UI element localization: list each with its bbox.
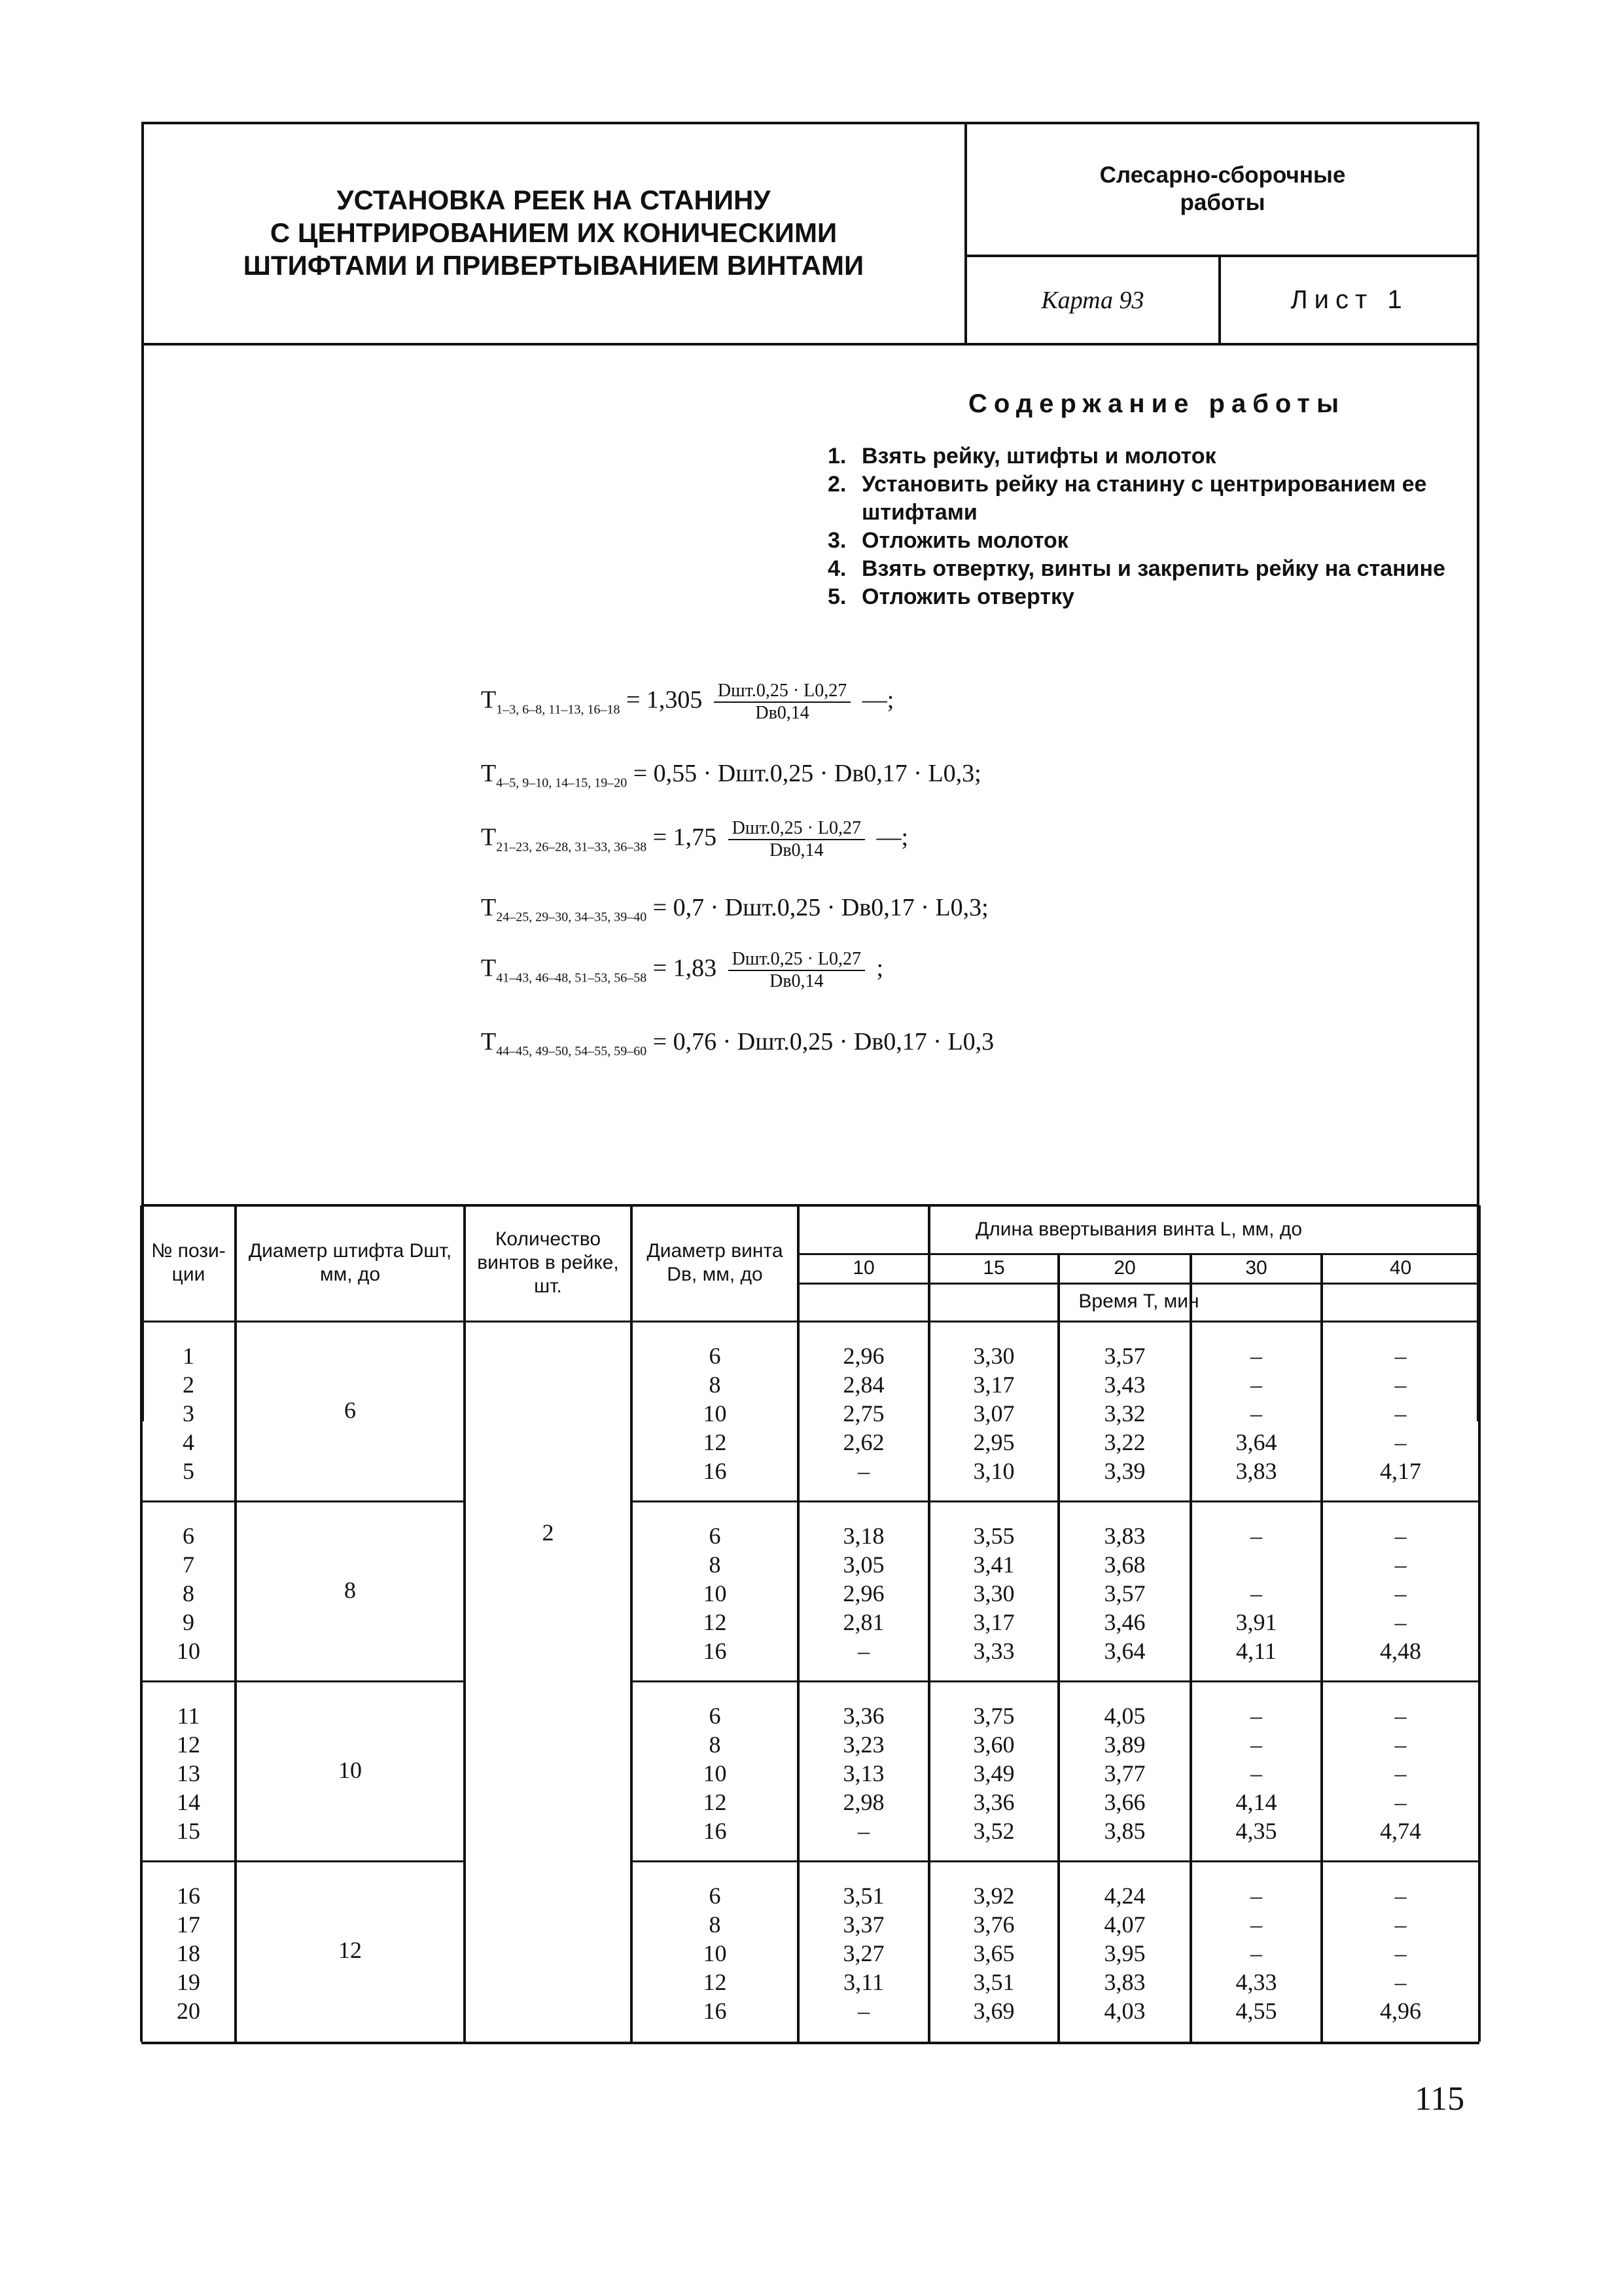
header-position: № пози- ции: [151, 1240, 226, 1285]
position-cell: 20: [177, 1998, 200, 2024]
formula-2: [481, 759, 981, 791]
work-category: [966, 122, 1479, 256]
fraction-denominator: Dв0,14: [769, 971, 824, 991]
header-pin-diameter: Диаметр штифта Dшт, мм, до: [248, 1240, 452, 1285]
time-value-cell: 3,41: [973, 1552, 1015, 1578]
step-item: [828, 470, 1456, 527]
position-cell: 11: [177, 1703, 200, 1729]
title-line: УСТАНОВКА РЕЕК НА СТАНИНУ: [336, 185, 771, 215]
time-value-cell: –: [1394, 1429, 1407, 1455]
time-value-cell: 3,83: [1104, 1969, 1146, 1995]
formula-1: [481, 681, 894, 724]
title-line: С ЦЕНТРИРОВАНИЕМ ИХ КОНИЧЕСКИМИ: [270, 217, 838, 248]
time-value-cell: –: [1250, 1580, 1262, 1606]
formula-subscript: 44–45, 49–50, 54–55, 59–60: [496, 1044, 647, 1059]
time-value-cell: 4,33: [1235, 1969, 1277, 1995]
document-title: [141, 122, 966, 344]
step-number: 4.: [828, 556, 847, 581]
time-value-cell: –: [1394, 1703, 1407, 1729]
formula-6: [481, 1027, 994, 1059]
time-value-cell: 3,64: [1235, 1429, 1277, 1455]
time-value-cell: 3,89: [1104, 1731, 1146, 1758]
formula-tail: —;: [870, 823, 909, 851]
position-cell: 2: [183, 1372, 194, 1398]
time-value-cell: 3,75: [973, 1703, 1015, 1729]
formula-fraction: [728, 949, 865, 992]
screw-diameter-cell: 8: [709, 1731, 721, 1758]
group-separator: [236, 1860, 465, 1862]
time-value-cell: –: [1394, 1343, 1407, 1369]
time-value-cell: 3,13: [843, 1760, 885, 1786]
category-line: Слесарно-сборочные: [1099, 162, 1346, 188]
time-value-cell: 4,03: [1104, 1998, 1146, 2024]
time-value-cell: 2,96: [843, 1343, 885, 1369]
pin-diameter-cell: 6: [344, 1396, 356, 1423]
time-value-cell: –: [1250, 1400, 1262, 1427]
time-value-cell: –: [1394, 1911, 1407, 1938]
formula-subscript: 4–5, 9–10, 14–15, 19–20: [496, 775, 627, 790]
time-value-cell: –: [1394, 1883, 1407, 1909]
position-cell: 6: [183, 1523, 194, 1549]
content-title: Содержание работы: [968, 389, 1346, 418]
formula-expression: = 0,7 · Dшт.0,25 · Dв0,17 · L0,3;: [652, 894, 989, 921]
formula-subscript: 24–25, 29–30, 34–35, 39–40: [496, 910, 647, 925]
position-cell: 9: [183, 1609, 194, 1635]
step-text: Взять рейку, штифты и молоток: [862, 444, 1216, 469]
screw-diameter-cell: 6: [709, 1883, 721, 1909]
pin-diameter-cell: 8: [344, 1576, 356, 1603]
screw-diameter-cell: 12: [703, 1969, 727, 1995]
time-value-cell: 3,77: [1104, 1760, 1146, 1786]
time-value-cell: –: [1394, 1580, 1407, 1606]
time-value-cell: 4,24: [1104, 1883, 1146, 1909]
formula-expression: = 0,55 · Dшт.0,25 · Dв0,17 · L0,3;: [633, 760, 981, 787]
screw-diameter-cell: 16: [703, 1458, 727, 1484]
time-value-cell: –: [1250, 1372, 1262, 1398]
time-value-cell: –: [1250, 1883, 1262, 1909]
time-value-cell: 3,51: [843, 1883, 885, 1909]
time-value-cell: 3,30: [973, 1343, 1015, 1369]
time-value-cell: 3,69: [973, 1998, 1015, 2024]
screw-diameter-cell: 12: [703, 1429, 727, 1455]
step-text: Отложить молоток: [862, 528, 1068, 553]
screw-diameter-cell: 12: [703, 1789, 727, 1815]
step-item: [828, 442, 1456, 470]
step-number: 3.: [828, 528, 847, 553]
time-value-cell: 3,18: [843, 1523, 885, 1549]
step-number: 2.: [828, 472, 847, 497]
group-separator: [631, 1860, 1479, 1862]
time-value-cell: [1191, 1550, 1322, 1579]
position-cell: 8: [183, 1580, 194, 1606]
header-length-value: 15: [983, 1256, 1005, 1279]
time-value-cell: –: [1394, 1609, 1407, 1635]
time-value-cell: 3,64: [1104, 1638, 1146, 1664]
fraction-numerator: Dшт.0,25 · L0,27: [714, 681, 851, 703]
formula-coefficient: = 1,83: [652, 954, 717, 982]
group-separator: [631, 1680, 1479, 1682]
time-value-cell: 4,05: [1104, 1703, 1146, 1729]
time-value-cell: 3,10: [973, 1458, 1015, 1484]
screw-diameter-cell: 10: [703, 1580, 727, 1606]
pin-diameter-cell: 12: [338, 1936, 362, 1963]
time-value-cell: 2,62: [843, 1429, 885, 1455]
time-value-cell: 3,27: [843, 1940, 885, 1966]
screw-diameter-cell: 12: [703, 1609, 727, 1635]
work-steps: [828, 442, 1456, 611]
formula-expression: = 0,76 · Dшт.0,25 · Dв0,17 · L0,3: [652, 1028, 995, 1056]
time-value-cell: –: [858, 1818, 870, 1844]
header-length-value: 40: [1389, 1256, 1412, 1279]
formula-lhs: T: [481, 686, 497, 714]
time-value-cell: 4,14: [1235, 1789, 1277, 1815]
time-value-cell: 3,49: [973, 1760, 1015, 1786]
formula-coefficient: = 1,75: [652, 823, 717, 851]
screw-diameter-cell: 10: [703, 1760, 727, 1786]
formula-lhs: T: [481, 823, 497, 851]
formula-fraction: [728, 818, 865, 861]
screw-diameter-cell: 6: [709, 1343, 721, 1369]
time-value-cell: 3,95: [1104, 1940, 1146, 1966]
time-value-cell: 3,30: [973, 1580, 1015, 1606]
position-cell: 1: [183, 1343, 194, 1369]
time-value-cell: 4,96: [1380, 1998, 1421, 2024]
time-value-cell: 3,68: [1104, 1552, 1146, 1578]
time-value-cell: –: [858, 1638, 870, 1664]
formula-subscript: 1–3, 6–8, 11–13, 16–18: [496, 702, 620, 717]
fraction-denominator: Dв0,14: [755, 703, 809, 723]
formula-subscript: 21–23, 26–28, 31–33, 36–38: [496, 840, 647, 855]
time-value-cell: 3,55: [973, 1523, 1015, 1549]
header-length-group: Длина ввертывания винта L, мм, до: [975, 1218, 1303, 1240]
time-value-cell: 2,95: [973, 1429, 1015, 1455]
time-value-cell: –: [1394, 1372, 1407, 1398]
screw-diameter-cell: 16: [703, 1998, 727, 2024]
formula-4: [481, 893, 989, 925]
formula-5: [481, 949, 883, 992]
time-value-cell: 3,37: [843, 1911, 885, 1938]
time-value-cell: 3,92: [973, 1883, 1015, 1909]
formula-lhs: T: [481, 1028, 497, 1056]
time-value-cell: –: [1394, 1969, 1407, 1995]
time-value-cell: –: [1250, 1940, 1262, 1966]
time-value-cell: 3,46: [1104, 1609, 1146, 1635]
formula-lhs: T: [481, 894, 497, 921]
time-value-cell: 3,36: [843, 1703, 885, 1729]
time-value-cell: 3,17: [973, 1609, 1015, 1635]
time-value-cell: 3,11: [843, 1969, 884, 1995]
time-value-cell: 3,76: [973, 1911, 1015, 1938]
time-value-cell: 4,17: [1380, 1458, 1421, 1484]
time-value-cell: 3,36: [973, 1789, 1015, 1815]
time-value-cell: –: [1250, 1760, 1262, 1786]
time-value-cell: 3,51: [973, 1969, 1015, 1995]
screw-diameter-cell: 16: [703, 1638, 727, 1664]
position-cell: 12: [177, 1731, 200, 1758]
screw-diameter-cell: 8: [709, 1911, 721, 1938]
fraction-numerator: Dшт.0,25 · L0,27: [728, 818, 865, 840]
formula-lhs: T: [481, 954, 497, 982]
title-line: ШТИФТАМИ И ПРИВЕРТЫВАНИЕМ ВИНТАМИ: [243, 250, 864, 281]
position-cell: 15: [177, 1818, 200, 1844]
time-value-cell: –: [1250, 1343, 1262, 1369]
step-item: [828, 527, 1456, 555]
time-value-cell: 3,43: [1104, 1372, 1146, 1398]
position-cell: 16: [177, 1883, 200, 1909]
position-cell: 4: [183, 1429, 194, 1455]
time-value-cell: 3,57: [1104, 1343, 1146, 1369]
group-separator: [631, 1500, 1479, 1502]
step-text: Отложить отвертку: [862, 584, 1074, 609]
time-value-cell: 2,96: [843, 1580, 885, 1606]
time-value-cell: 3,85: [1104, 1818, 1146, 1844]
group-separator: [236, 1500, 465, 1502]
formula-3: [481, 818, 908, 861]
time-value-cell: –: [1250, 1731, 1262, 1758]
category-line: работы: [1180, 189, 1265, 215]
formula-fraction: [714, 681, 851, 724]
screw-count-cell: 2: [542, 1519, 554, 1546]
time-value-cell: 3,23: [843, 1731, 885, 1758]
time-value-cell: 2,98: [843, 1789, 885, 1815]
time-value-cell: 3,66: [1104, 1789, 1146, 1815]
time-value-cell: –: [858, 1458, 870, 1484]
group-separator: [141, 1680, 236, 1682]
position-cell: 19: [177, 1969, 200, 1995]
time-value-cell: –: [1250, 1523, 1262, 1549]
time-value-cell: 3,05: [843, 1552, 885, 1578]
header-length-value: 10: [853, 1256, 875, 1279]
header-screw-diameter: Диаметр винта Dв, мм, до: [646, 1240, 783, 1285]
time-value-cell: 3,65: [973, 1940, 1015, 1966]
header-bottom-line: [141, 1321, 1479, 1322]
screw-diameter-cell: 16: [703, 1818, 727, 1844]
time-value-cell: 3,83: [1104, 1523, 1146, 1549]
time-value-cell: –: [1394, 1731, 1407, 1758]
time-value-cell: 3,33: [973, 1638, 1015, 1664]
time-value-cell: 4,11: [1236, 1638, 1277, 1664]
step-item: [828, 555, 1456, 583]
position-cell: 3: [183, 1400, 194, 1427]
time-value-cell: 2,84: [843, 1372, 885, 1398]
time-value-cell: 3,32: [1104, 1400, 1146, 1427]
step-number: 1.: [828, 444, 847, 469]
screw-diameter-cell: 8: [709, 1552, 721, 1578]
time-value-cell: 3,91: [1235, 1609, 1277, 1635]
sheet-number: Лист 1: [1290, 285, 1409, 314]
time-value-cell: –: [1394, 1552, 1407, 1578]
time-value-cell: 4,55: [1235, 1998, 1277, 2024]
position-cell: 13: [177, 1760, 200, 1786]
step-text: Взять отвертку, винты и закрепить рейку на станине: [862, 556, 1445, 581]
screw-diameter-cell: 6: [709, 1523, 721, 1549]
time-value-cell: 3,39: [1104, 1458, 1146, 1484]
time-value-cell: 4,48: [1380, 1638, 1421, 1664]
step-item: [828, 583, 1456, 611]
time-value-cell: –: [1394, 1523, 1407, 1549]
time-value-cell: 3,07: [973, 1400, 1015, 1427]
screw-diameter-cell: 10: [703, 1400, 727, 1427]
time-value-cell: 4,35: [1235, 1818, 1277, 1844]
position-cell: 7: [183, 1552, 194, 1578]
position-cell: 17: [177, 1911, 200, 1938]
group-separator: [141, 1500, 236, 1502]
position-cell: 18: [177, 1940, 200, 1966]
time-value-cell: –: [1250, 1703, 1262, 1729]
pin-diameter-cell: 10: [338, 1756, 362, 1783]
step-text: Установить рейку на станину с центрированием ее штифтами: [862, 472, 1427, 525]
header-time: Время T, мин: [1078, 1290, 1199, 1312]
time-value-cell: 2,81: [843, 1609, 885, 1635]
time-value-cell: –: [1394, 1940, 1407, 1966]
position-cell: 14: [177, 1789, 200, 1815]
position-cell: 5: [183, 1458, 194, 1484]
formula-subscript: 41–43, 46–48, 51–53, 56–58: [496, 970, 647, 985]
fraction-denominator: Dв0,14: [769, 840, 824, 861]
formula-lhs: T: [481, 760, 497, 787]
time-value-cell: 4,74: [1380, 1818, 1421, 1844]
group-separator: [236, 1680, 465, 1682]
position-cell: 10: [177, 1638, 200, 1664]
time-value-cell: 3,17: [973, 1372, 1015, 1398]
header-screw-count: Количество винтов в рейке, шт.: [477, 1228, 619, 1297]
time-value-cell: –: [1394, 1400, 1407, 1427]
time-value-cell: 3,22: [1104, 1429, 1146, 1455]
fraction-numerator: Dшт.0,25 · L0,27: [728, 949, 865, 971]
time-value-cell: 2,75: [843, 1400, 885, 1427]
table-bottom-border: [141, 2042, 1479, 2044]
screw-diameter-cell: 10: [703, 1940, 727, 1966]
formula-tail: ;: [870, 954, 884, 982]
time-value-cell: 3,57: [1104, 1580, 1146, 1606]
time-value-cell: 3,52: [973, 1818, 1015, 1844]
time-value-cell: –: [858, 1998, 870, 2024]
time-value-cell: –: [1250, 1911, 1262, 1938]
time-value-cell: –: [1394, 1789, 1407, 1815]
time-value-cell: 3,83: [1235, 1458, 1277, 1484]
step-number: 5.: [828, 584, 847, 609]
screw-diameter-cell: 8: [709, 1372, 721, 1398]
card-number: Карта 93: [1041, 286, 1144, 314]
screw-diameter-cell: 6: [709, 1703, 721, 1729]
header-length-value: 20: [1114, 1256, 1136, 1279]
header-length-value: 30: [1245, 1256, 1267, 1279]
time-value-cell: –: [1394, 1760, 1407, 1786]
time-value-cell: 3,60: [973, 1731, 1015, 1758]
table-column-line: [463, 1205, 466, 2042]
formula-coefficient: = 1,305: [626, 686, 703, 714]
page-number: 115: [1415, 2080, 1465, 2118]
time-value-cell: 4,07: [1104, 1911, 1146, 1938]
formula-tail: —;: [856, 686, 894, 714]
group-separator: [141, 1860, 236, 1862]
